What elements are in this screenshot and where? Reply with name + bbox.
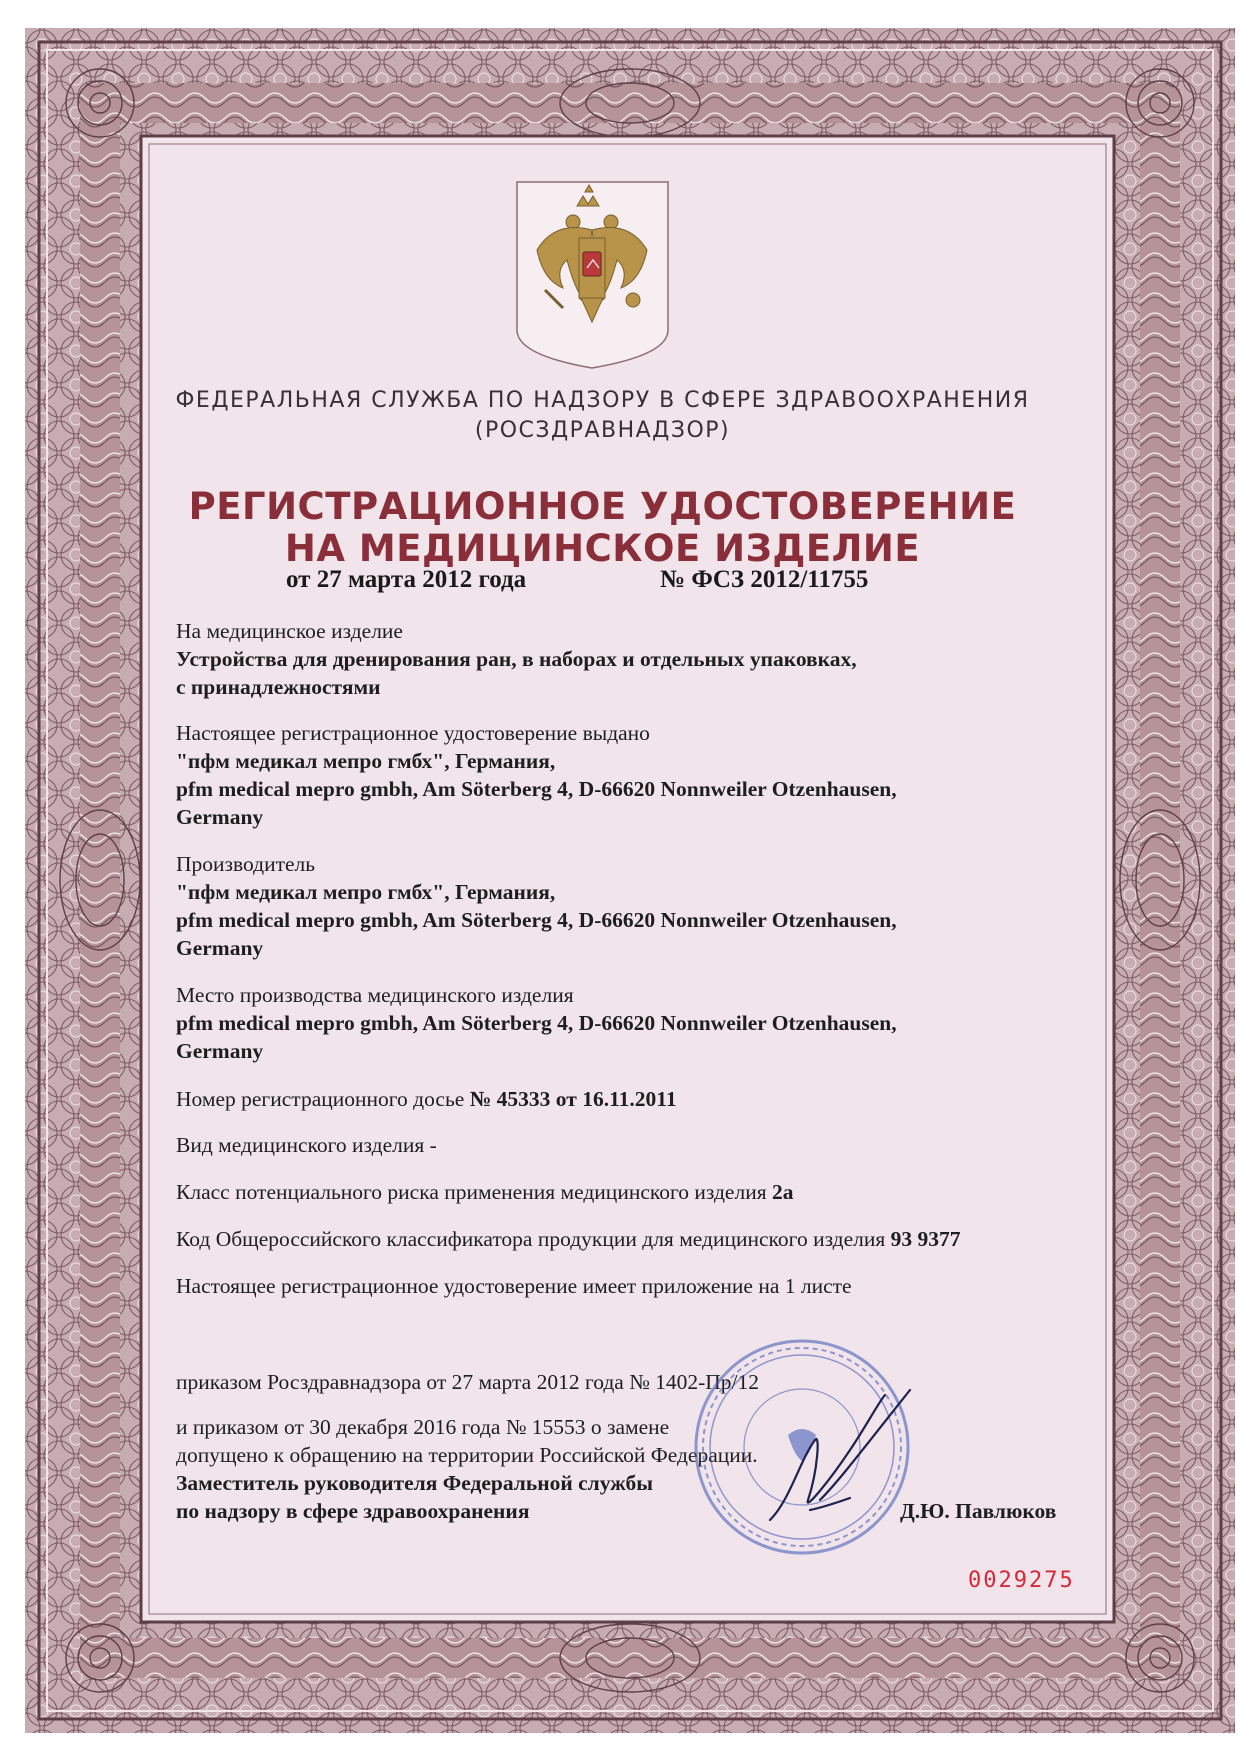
manufacturer-line-3: Germany <box>176 936 264 960</box>
agency-heading <box>160 386 1045 446</box>
registration-number: № ФСЗ 2012/11755 <box>660 566 869 593</box>
signatory-position-line-2: по надзору в сфере здравоохранения <box>176 1499 530 1523</box>
order-line-2: и приказом от 30 декабря 2016 года № 15553 о замене <box>176 1415 670 1439</box>
issued-to-label: Настоящее регистрационное удостоверение выдано <box>176 721 650 745</box>
risk-class-label: Класс потенциального риска применения медицинского изделия <box>176 1180 772 1204</box>
device-name-line-1: Устройства для дренирования ран, в наборах и отдельных упаковках, <box>176 647 857 671</box>
agency-abbreviation: (РОСЗДРАВНАДЗОР) <box>474 418 731 443</box>
okp-code-line <box>176 1225 961 1253</box>
dossier-value: № 45333 от 16.11.2011 <box>469 1087 677 1111</box>
production-site-label: Место производства медицинского изделия <box>176 983 574 1007</box>
order-line-1: приказом Росздравнадзора от 27 марта 2012 года № 1402-Пр/12 <box>176 1370 760 1394</box>
handwritten-signature <box>760 1380 920 1540</box>
okp-code-label: Код Общероссийского классификатора продукции для медицинского изделия <box>176 1227 891 1251</box>
production-site-line-2: Germany <box>176 1039 264 1063</box>
manufacturer-line-1: "пфм медикал мепро гмбх", Германия, <box>176 880 556 904</box>
issued-to-line-1: "пфм медикал мепро гмбх", Германия, <box>176 749 556 773</box>
device-name-line-2: с принадлежностями <box>176 675 381 699</box>
coat-of-arms-emblem <box>515 180 670 370</box>
device-label: На медицинское изделие <box>176 619 403 643</box>
issued-to-line-3: Germany <box>176 805 264 829</box>
risk-class-value: 2а <box>771 1180 794 1204</box>
certificate-title-line-1: РЕГИСТРАЦИОННОЕ УДОСТОВЕРЕНИЕ <box>188 485 1017 528</box>
signatory-name: Д.Ю. Павлюков <box>900 1499 1057 1523</box>
manufacturer-label: Производитель <box>176 852 316 876</box>
appendix-line: Настоящее регистрационное удостоверение имеет приложение на 1 листе <box>176 1274 852 1298</box>
risk-class-line <box>176 1178 793 1206</box>
okp-code-value: 93 9377 <box>890 1227 961 1251</box>
serial-number: 0029275 <box>968 1568 1075 1593</box>
device-type-line: Вид медицинского изделия - <box>176 1133 437 1157</box>
certificate-title-line-2: НА МЕДИЦИНСКОЕ ИЗДЕЛИЕ <box>284 527 921 570</box>
issued-to-line-2: pfm medical mepro gmbh, Am Söterberg 4, D-66620 Nonnweiler Otzenhausen, <box>176 777 897 801</box>
signatory-position-line-1: Заместитель руководителя Федеральной службы <box>176 1471 654 1495</box>
dossier-line <box>176 1085 677 1113</box>
order-line-3: допущено к обращению на территории Российской Федерации. <box>176 1443 758 1467</box>
production-site-line-1: pfm medical mepro gmbh, Am Söterberg 4, D-66620 Nonnweiler Otzenhausen, <box>176 1011 897 1035</box>
dossier-label: Номер регистрационного досье <box>176 1087 470 1111</box>
issue-date: от 27 марта 2012 года <box>286 566 527 593</box>
agency-name: ФЕДЕРАЛЬНАЯ СЛУЖБА ПО НАДЗОРУ В СФЕРЕ ЗДРАВООХРАНЕНИЯ <box>175 388 1030 413</box>
manufacturer-line-2: pfm medical mepro gmbh, Am Söterberg 4, D-66620 Nonnweiler Otzenhausen, <box>176 908 897 932</box>
